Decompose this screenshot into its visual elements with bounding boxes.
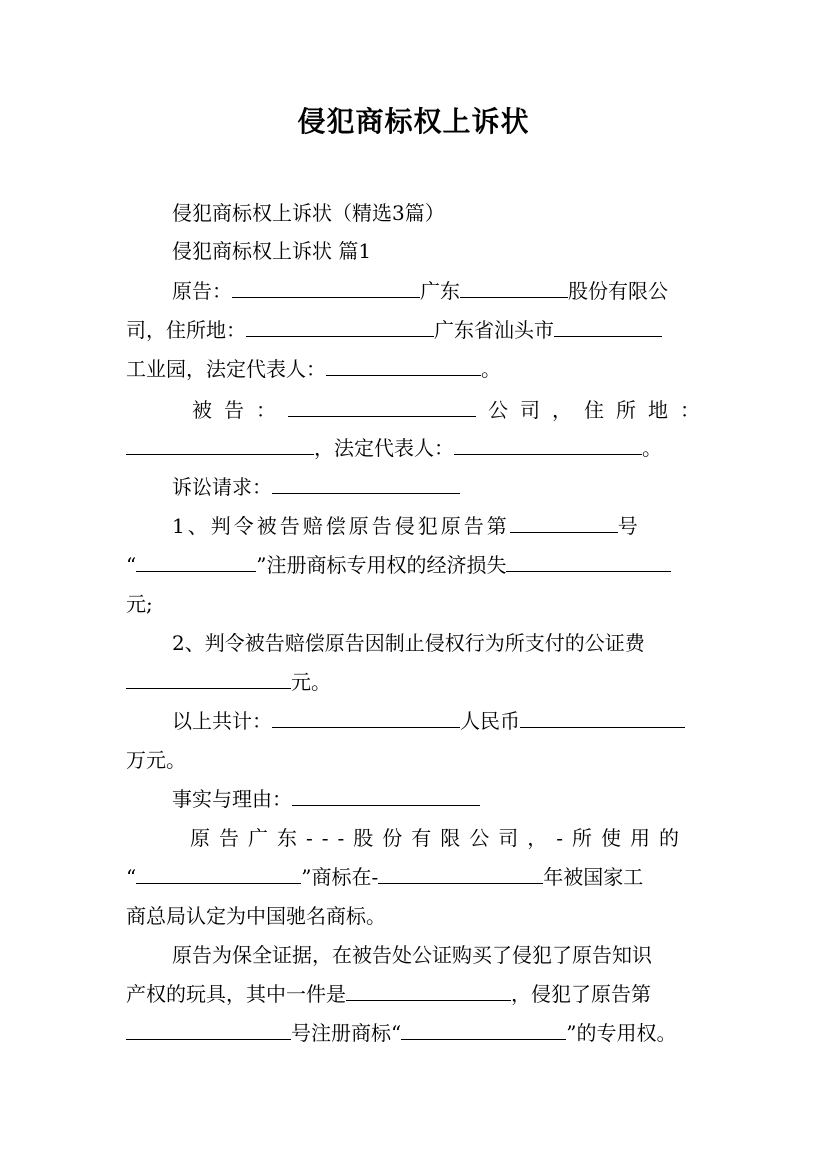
- blank-field: [292, 785, 480, 806]
- claim-1-line-3: 元;: [126, 592, 153, 616]
- text-fragment: 产权的玩具，其中一件是: [126, 982, 346, 1006]
- blank-field: [126, 434, 314, 455]
- defendant-line-2: [126, 434, 662, 462]
- blank-field: [272, 473, 460, 494]
- blank-field: [510, 512, 618, 533]
- facts-line-1: 原告广东---股份有限公司，-所使用的: [190, 826, 689, 850]
- blank-field: [454, 434, 642, 455]
- text-fragment: 广东: [420, 279, 460, 303]
- text-fragment: ：: [680, 398, 700, 422]
- text-fragment: ，侵犯了原告第: [511, 982, 651, 1006]
- blank-field: [126, 1019, 291, 1040]
- blank-field: [272, 707, 460, 728]
- claim-1-line-2: [126, 551, 671, 579]
- text-fragment: “: [126, 865, 137, 889]
- facts-line-3: 商总局认定为中国驰名商标。: [126, 904, 386, 928]
- text-fragment: 人民币: [460, 709, 520, 733]
- text-fragment: 司: [520, 398, 540, 422]
- blank-field: [136, 863, 301, 884]
- text-fragment: ”注册商标专用权的经济损失: [256, 553, 507, 577]
- text-fragment: 。: [481, 357, 501, 381]
- text-fragment: ，法定代表人：: [314, 436, 454, 460]
- blank-field: [506, 551, 671, 572]
- text-fragment: 号注册商标“: [291, 1021, 402, 1045]
- total-line-1: [172, 707, 685, 735]
- evidence-line-2: [126, 980, 651, 1008]
- claim-2-line-2: [126, 668, 331, 696]
- blank-field: [232, 277, 420, 298]
- text-fragment: 地: [648, 398, 668, 422]
- subtitle-selection: 侵犯商标权上诉状（精选3篇）: [172, 201, 445, 225]
- evidence-line-3: [126, 1019, 676, 1047]
- text-fragment: ：: [256, 398, 276, 422]
- text-fragment: 年被国家工: [543, 865, 644, 889]
- text-fragment: 事实与理由：: [172, 787, 292, 811]
- text-fragment: ”商标在-: [301, 865, 379, 889]
- text-fragment: 号: [617, 514, 641, 538]
- blank-field: [136, 551, 256, 572]
- plaintiff-line-1: [172, 277, 668, 305]
- text-fragment: 。: [642, 436, 662, 460]
- blank-field: [126, 668, 291, 689]
- section-heading: 侵犯商标权上诉状 篇1: [172, 239, 372, 263]
- facts-heading: [172, 785, 480, 813]
- blank-field: [554, 316, 662, 337]
- text-fragment: 所: [616, 398, 636, 422]
- text-fragment: ”的专用权。: [566, 1021, 677, 1045]
- plaintiff-line-3: [126, 355, 501, 383]
- blank-field: [401, 1019, 566, 1040]
- text-fragment: 股份有限公: [568, 279, 668, 303]
- blank-field: [246, 316, 434, 337]
- text-fragment: 司，住所地：: [126, 318, 246, 342]
- text-fragment: 以上共计：: [172, 709, 272, 733]
- blank-field: [326, 355, 481, 376]
- claim-1-line-1: [172, 512, 641, 540]
- text-fragment: 公: [488, 398, 508, 422]
- text-fragment: 住: [584, 398, 604, 422]
- claims-heading: [172, 473, 460, 501]
- facts-line-2: [126, 863, 643, 891]
- text-fragment: 1、判令被告赔偿原告侵犯原告第: [172, 514, 510, 538]
- text-fragment: 元。: [291, 670, 331, 694]
- text-fragment: 广东省汕头市: [434, 318, 554, 342]
- blank-field: [378, 863, 543, 884]
- plaintiff-label: 原告：: [172, 279, 232, 303]
- text-fragment: ，: [552, 398, 572, 422]
- blank-field: [346, 980, 511, 1001]
- defendant-line-1: [192, 396, 700, 424]
- blank-field: [288, 396, 476, 417]
- claim-2-line-1: 2、判令被告赔偿原告因制止侵权行为所支付的公证费: [172, 631, 645, 655]
- plaintiff-line-2: [126, 316, 662, 344]
- blank-field: [460, 277, 568, 298]
- text-fragment: 诉讼请求：: [172, 475, 272, 499]
- blank-field: [520, 707, 685, 728]
- evidence-line-1: 原告为保全证据，在被告处公证购买了侵犯了原告知识: [172, 943, 652, 967]
- text-fragment: 被: [192, 398, 212, 422]
- text-fragment: 告: [224, 398, 244, 422]
- total-line-2: 万元。: [126, 748, 186, 772]
- text-fragment: “: [126, 553, 137, 577]
- text-fragment: 工业园，法定代表人：: [126, 357, 326, 381]
- document-title: 侵犯商标权上诉状: [297, 105, 530, 138]
